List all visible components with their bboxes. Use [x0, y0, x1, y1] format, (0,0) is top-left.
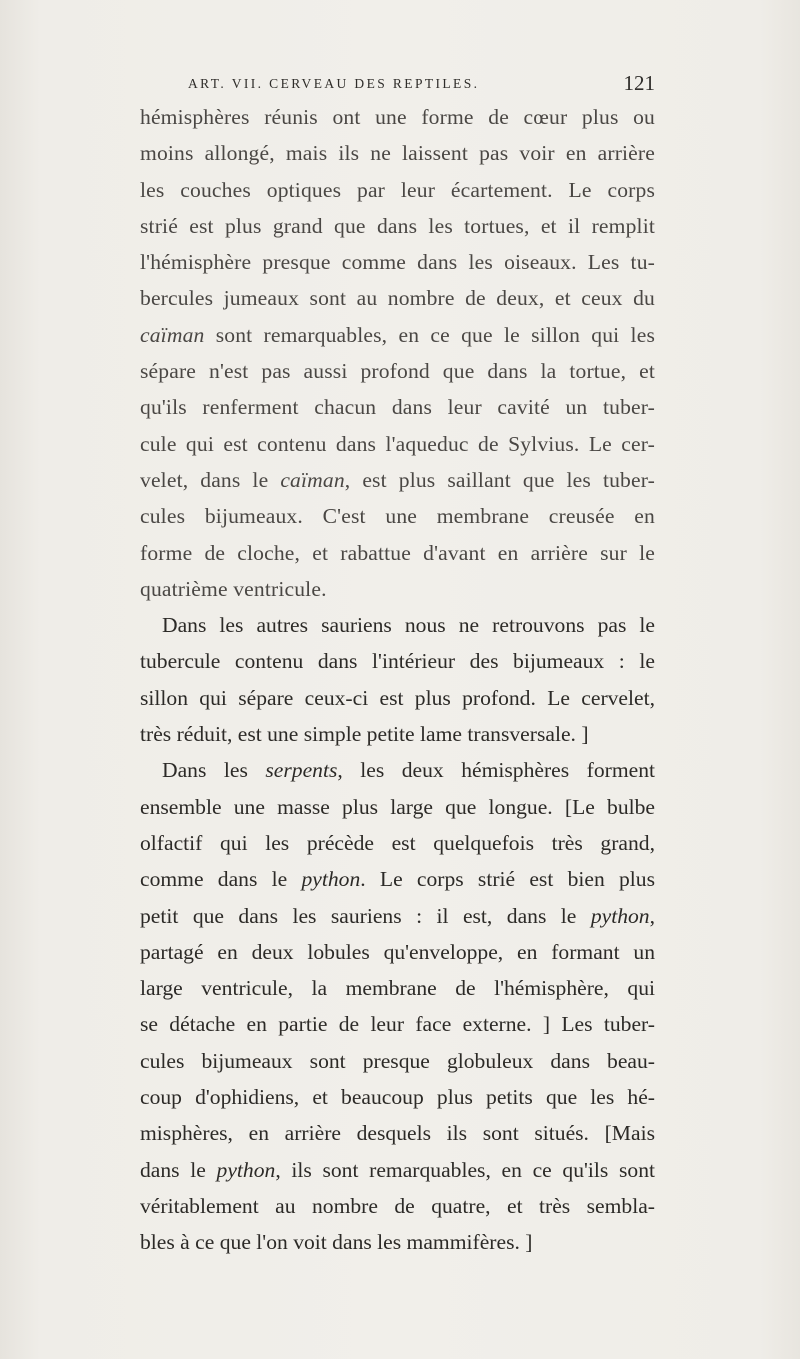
text-run: velet, dans le	[140, 467, 281, 492]
text-run: forme de cloche, et rabattue d'avant en arrière sur le	[140, 540, 655, 565]
text-run: . Le corps strié est bien plus	[360, 867, 655, 892]
italic-term: caïman	[140, 322, 205, 347]
page-number: 121	[623, 71, 655, 95]
text-run: bles à ce que l'on voit dans les mammifères. ]	[140, 1230, 533, 1255]
text-run: se détache en partie de leur face externe. ] Les tuber-	[140, 1012, 655, 1037]
text-line	[140, 716, 655, 752]
text-run: Dans les	[162, 758, 266, 783]
italic-term: serpents	[265, 758, 338, 783]
text-run: sillon qui sépare ceux-ci est plus profond. Le cervelet,	[140, 685, 655, 710]
text-run: dans le	[140, 1157, 217, 1182]
text-line	[140, 498, 655, 534]
text-line	[140, 1006, 655, 1042]
text-line	[140, 680, 655, 716]
text-line	[140, 607, 655, 643]
italic-term: python	[590, 903, 650, 928]
text-run: moins allongé, mais ils ne laissent pas voir en arrière	[140, 141, 655, 166]
text-line	[140, 789, 655, 825]
text-line	[140, 752, 655, 788]
page-header	[140, 71, 655, 98]
text-line	[140, 99, 655, 135]
text-line	[140, 571, 655, 607]
text-line	[140, 898, 655, 934]
text-run: bercules jumeaux sont au nombre de deux, et ceux du	[140, 286, 655, 311]
text-run: , les deux hémisphères forment	[337, 758, 656, 783]
text-run: cules bijumeaux. C'est une membrane creusée en	[140, 504, 655, 529]
text-run: tubercule contenu dans l'intérieur des bijumeaux : le	[140, 649, 655, 674]
text-line	[140, 825, 655, 861]
text-run: ensemble une masse plus large que longue. [Le bulbe	[140, 794, 655, 819]
text-line	[140, 643, 655, 679]
text-run: l'hémisphère presque comme dans les oiseaux. Les tu-	[140, 250, 655, 275]
text-run: large ventricule, la membrane de l'hémisphère, qui	[140, 976, 655, 1001]
text-run: véritablement au nombre de quatre, et très sembla-	[140, 1193, 655, 1218]
text-run: , ils sont remarquables, en ce qu'ils sont	[275, 1157, 655, 1182]
italic-term: caïman	[280, 467, 345, 492]
body-text	[140, 99, 655, 1261]
text-run: cule qui est contenu dans l'aqueduc de Sylvius. Le cer-	[140, 431, 655, 456]
text-line	[140, 244, 655, 280]
text-line	[140, 1043, 655, 1079]
running-head: ART. VII. CERVEAU DES REPTILES.	[188, 76, 480, 91]
text-line	[140, 970, 655, 1006]
text-run: quatrième ventricule.	[140, 576, 327, 601]
text-run: olfactif qui les précède est quelquefois très grand,	[140, 830, 655, 855]
text-run: strié est plus grand que dans les tortues, et il remplit	[140, 213, 655, 238]
text-line	[140, 1079, 655, 1115]
italic-term: python	[301, 867, 361, 892]
text-line	[140, 172, 655, 208]
text-line	[140, 353, 655, 389]
text-line	[140, 426, 655, 462]
text-run: Dans les autres sauriens nous ne retrouvons pas le	[162, 613, 655, 638]
text-run: hémisphères réunis ont une forme de cœur plus ou	[140, 105, 655, 129]
text-line	[140, 462, 655, 498]
text-run: ,	[649, 903, 655, 928]
text-line	[140, 1115, 655, 1151]
text-run: , est plus saillant que les tuber-	[344, 467, 655, 492]
text-line	[140, 1224, 655, 1260]
text-run: qu'ils renferment chacun dans leur cavité un tuber-	[140, 395, 655, 420]
text-run: très réduit, est une simple petite lame transversale. ]	[140, 722, 589, 747]
text-run: coup d'ophidiens, et beaucoup plus petits que les hé-	[140, 1085, 655, 1110]
text-run: partagé en deux lobules qu'enveloppe, en formant un	[140, 939, 655, 964]
text-line	[140, 135, 655, 171]
text-run: misphères, en arrière desquels ils sont situés. [Mais	[140, 1121, 655, 1146]
text-line	[140, 280, 655, 316]
text-run: cules bijumeaux sont presque globuleux dans beau-	[140, 1048, 655, 1073]
italic-term: python	[216, 1157, 276, 1182]
text-run: sépare n'est pas aussi profond que dans la tortue, et	[140, 359, 655, 384]
text-line	[140, 535, 655, 571]
text-line	[140, 317, 655, 353]
text-run: sont remarquables, en ce que le sillon qui les	[204, 322, 655, 347]
text-run: les couches optiques par leur écartement. Le corps	[140, 177, 655, 202]
text-run: comme dans le	[140, 867, 302, 892]
text-run: petit que dans les sauriens : il est, dans le	[140, 903, 591, 928]
text-line	[140, 934, 655, 970]
text-line	[140, 1152, 655, 1188]
text-line	[140, 1188, 655, 1224]
text-line	[140, 208, 655, 244]
text-line	[140, 389, 655, 425]
text-line	[140, 861, 655, 897]
